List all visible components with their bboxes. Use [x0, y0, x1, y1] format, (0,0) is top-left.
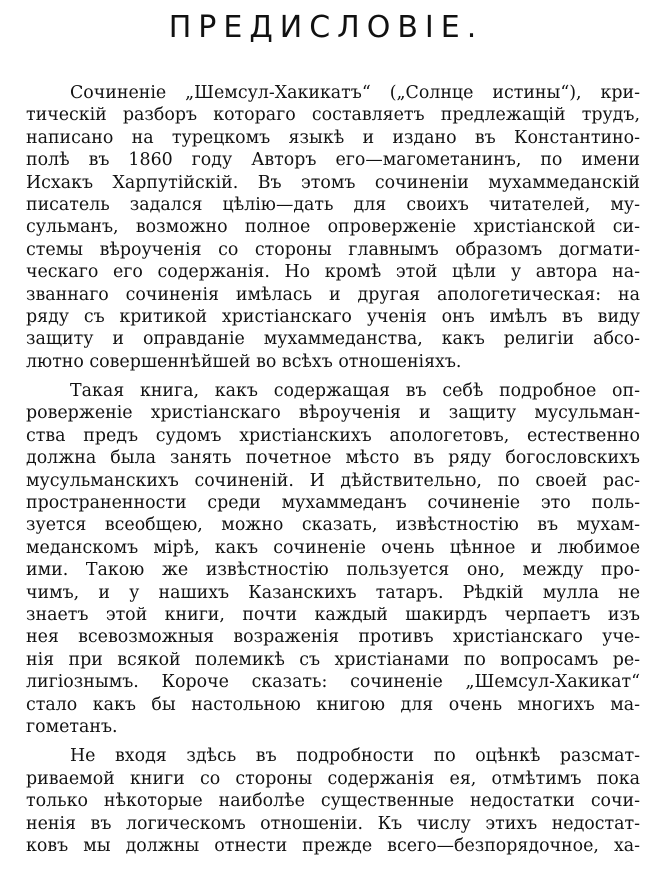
text-line: Исхакъ Харпутійскій. Въ этомъ сочиненіи мухаммеданскій — [26, 172, 640, 193]
paragraph-3 — [26, 745, 640, 857]
text-line: меданскомъ мірѣ, какъ сочиненіе очень цѣнное и любимое — [26, 537, 640, 558]
text-line: защиту и оправданіе мухаммеданства, какъ религіи абсо- — [26, 329, 640, 350]
text-line: только нѣкоторые наиболѣе существенные недостатки сочи- — [26, 791, 640, 812]
page-title: ПРЕДИСЛОВІЕ. — [168, 10, 484, 45]
text-line: тическій разборъ котораго составляетъ предлежащій трудъ, — [26, 105, 640, 126]
text-line: должна была занять почетное мѣсто въ ряду богословскихъ — [26, 448, 640, 469]
text-line: нея всевозможныя возраженія противъ христіанскаго уче- — [26, 627, 640, 648]
document-body — [26, 82, 640, 864]
text-line: ческаго его содержанія. Но кромѣ этой цѣли у автора на- — [26, 262, 640, 283]
text-line: лигіознымъ. Короче сказать: сочиненіе „Шемсул-Хакикат“ — [26, 672, 640, 693]
text-line: писатель задался цѣлію—дать для своихъ читателей, му- — [26, 194, 640, 215]
text-line: гометанъ. — [26, 716, 118, 737]
paragraph-1 — [26, 82, 640, 373]
text-line: полѣ въ 1860 году Авторъ его—магометанинъ, по имени — [26, 150, 640, 171]
text-line: пространенности среди мухаммеданъ сочиненіе это поль- — [26, 493, 640, 514]
text-line: нія при всякой полемикѣ съ христіанами по вопросамъ ре- — [26, 649, 640, 670]
text-line: ими. Такою же извѣстностію пользуется оно, между про- — [26, 560, 640, 581]
text-line: званнаго сочиненія имѣлась и другая апологетическая: на — [26, 284, 640, 305]
text-line: зуется всеобщею, можно сказать, извѣстностію въ мухам- — [26, 515, 640, 536]
text-line: стемы вѣроученія со стороны главнымъ образомъ догмати- — [26, 239, 640, 260]
text-line: роверженіе христіанскаго вѣроученія и защиту мусульман- — [26, 403, 640, 424]
paragraph-2 — [26, 380, 640, 738]
text-line: чимъ, и у нашихъ Казанскихъ татаръ. Рѣдкій мулла не — [26, 582, 640, 603]
text-line: мусульманскихъ сочиненій. И дѣйствительно, по своей рас- — [26, 470, 640, 491]
text-line: лютно совершеннѣйшей во всѣхъ отношеніяхъ. — [26, 351, 462, 372]
text-line: Сочиненіе „Шемсул-Хакикатъ“ („Солнце истины“), кри- — [70, 83, 640, 103]
text-line: ковъ мы должны отнести прежде всего—безпорядочное, ха- — [26, 835, 640, 856]
text-line: написано на турецкомъ языкѣ и издано въ Константино- — [26, 127, 640, 148]
text-line: Такая книга, какъ содержащая въ себѣ подробное оп- — [70, 381, 640, 402]
text-line: знаетъ этой книги, почти каждый шакирдъ черпаетъ изъ — [26, 604, 640, 625]
text-line: ства предъ судомъ христіанскихъ апологетовъ, естественно — [26, 425, 640, 446]
text-line: ненія въ логическомъ отношеніи. Къ числу этихъ недостат- — [26, 813, 640, 834]
text-line: сульманъ, возможно полное опроверженіе христіанской си- — [26, 217, 640, 238]
text-line: риваемой книги со стороны содержанія ея, отмѣтимъ пока — [26, 768, 640, 789]
text-line: Не входя здѣсь въ подробности по оцѣнкѣ разсмат- — [70, 746, 640, 767]
text-line: ряду съ критикой христіанскаго ученія онъ имѣлъ въ виду — [26, 306, 640, 327]
text-line: стало какъ бы настольною книгою для очень многихъ ма- — [26, 694, 640, 715]
